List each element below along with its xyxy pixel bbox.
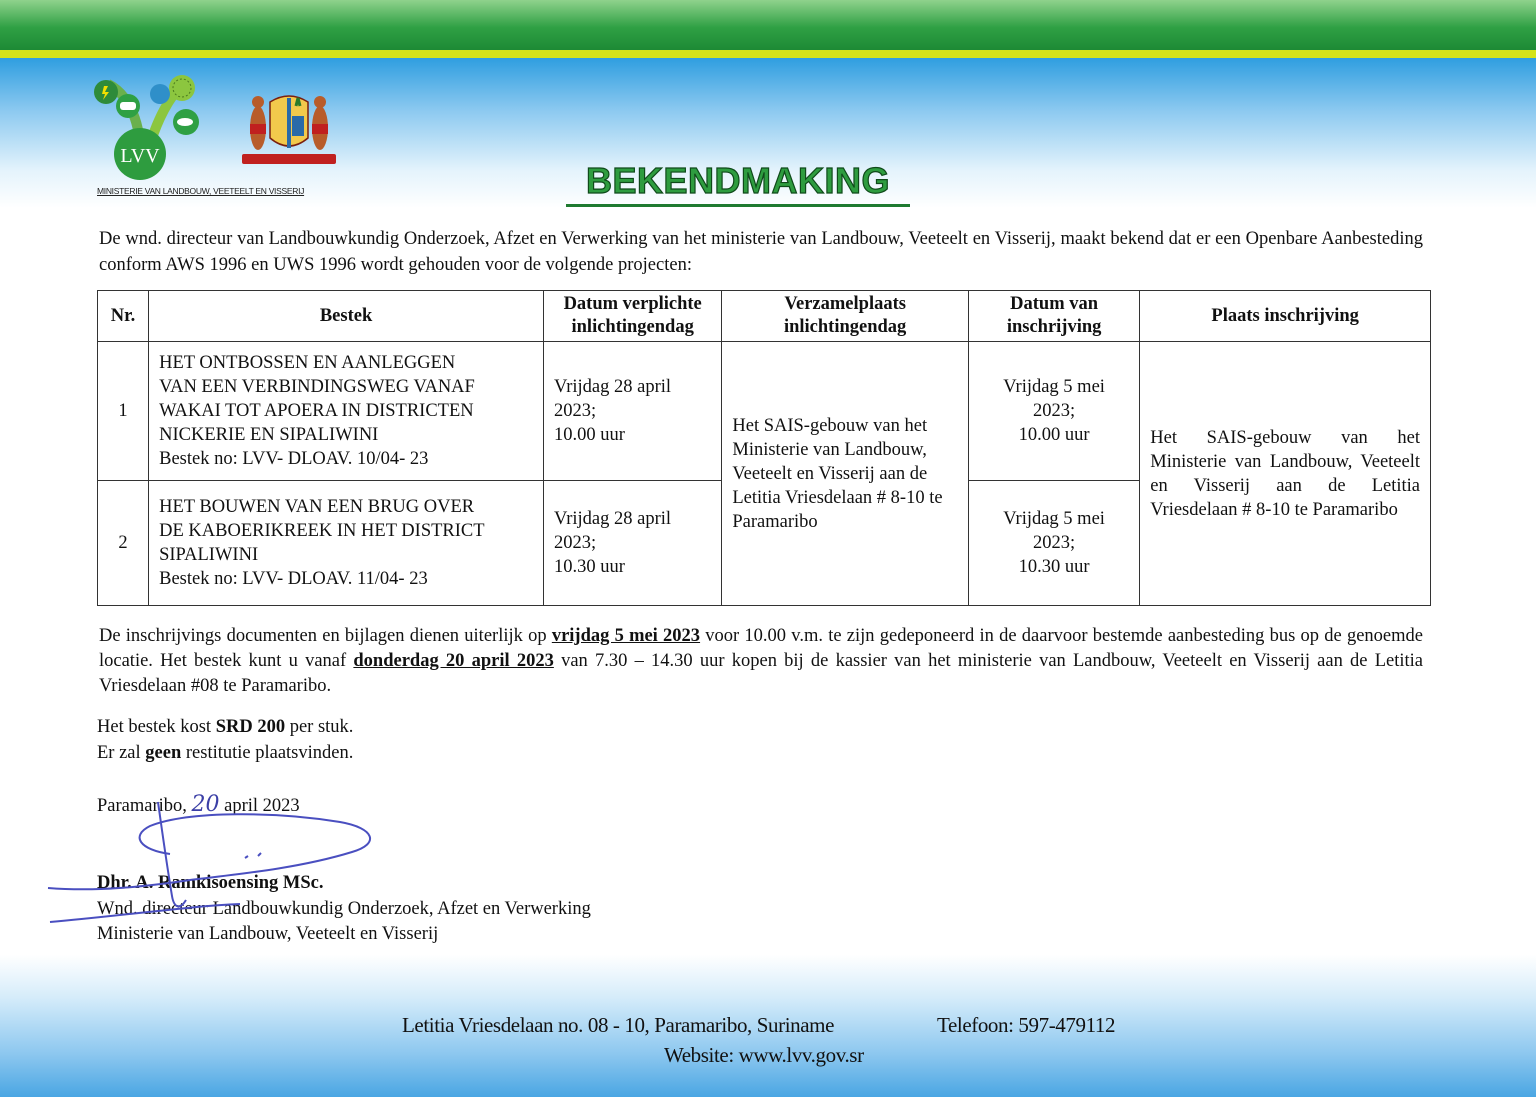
inschrijving-line: Vrijdag 5 mei <box>1003 377 1105 397</box>
paragraph-text: voor 10.00 v.m. te zijn gedeponeerd in de daarvoor bestemde aanbesteding bus op de genoemde locatie. Het bestek kunt u vanaf <box>99 626 1423 671</box>
row-bestek <box>149 342 544 481</box>
date-text: april 2023 <box>219 796 300 816</box>
cost-text: per stuk. <box>285 717 354 737</box>
submission-paragraph <box>99 624 1423 699</box>
row-datum <box>543 342 721 481</box>
restitution-text: restitutie plaatsvinden. <box>181 743 354 763</box>
bestek-number: Bestek no: LVV- DLOAV. 10/04- 23 <box>159 449 429 469</box>
table-row <box>98 342 1431 481</box>
handwritten-day: 20 <box>191 792 220 817</box>
row-inschrijving <box>968 342 1139 481</box>
datum-line: 2023; <box>553 533 597 553</box>
header-banner-stripe <box>0 50 1536 58</box>
header-verzamelplaats: Verzamelplaats inlichtingendag <box>722 291 969 342</box>
signatory-name: Dhr. A. Ramkisoensing MSc. <box>97 873 324 893</box>
bestek-line: HET ONTBOSSEN EN AANLEGGEN <box>159 353 456 373</box>
lvv-logo <box>88 64 218 184</box>
bestek-line: HET BOUWEN VAN EEN BRUG OVER <box>159 497 475 517</box>
header-bestek: Bestek <box>149 291 544 342</box>
signatory-ministry: Ministerie van Landbouw, Veeteelt en Visserij <box>97 924 439 944</box>
inschrijving-line: 2023; <box>1033 533 1076 553</box>
coat-of-arms-icon <box>240 88 338 166</box>
paragraph-text: De inschrijvings documenten en bijlagen dienen uiterlijk op <box>99 626 552 646</box>
bestek-line: DE KABOERIKREEK IN HET DISTRICT <box>159 521 485 541</box>
lvv-logo-text: LVV <box>120 145 160 167</box>
sale-start-date: donderdag 20 april 2023 <box>353 651 554 671</box>
ministry-caption: MINISTERIE VAN LANDBOUW, VEETEELT EN VISSERIJ <box>97 186 305 196</box>
bestek-line: WAKAI TOT APOERA IN DISTRICTEN <box>159 401 474 421</box>
signature-icon <box>40 800 400 930</box>
deadline-date: vrijdag 5 mei 2023 <box>551 626 701 646</box>
footer-phone: Telefoon: 597-479112 <box>937 1013 1116 1037</box>
datum-line: 10.30 uur <box>553 557 625 577</box>
row-bestek <box>149 481 544 606</box>
row-nr: 1 <box>98 342 149 481</box>
cost-amount: SRD 200 <box>215 717 286 737</box>
title-underline <box>566 204 910 207</box>
place-text: Paramaribo, <box>97 796 192 816</box>
footer-address: Letitia Vriesdelaan no. 08 - 10, Paramaribo, Suriname <box>402 1013 835 1037</box>
intro-paragraph: De wnd. directeur van Landbouwkundig Onderzoek, Afzet en Verwerking van het ministerie van Landbouw, Veeteelt en Visserij, maakt bekend dat er een Openbare Aanbesteding conform AWS 1996 en UWS 1996 wordt gehouden voor de volgende projecten: <box>99 229 1423 275</box>
inschrijving-line: Vrijdag 5 mei <box>1003 509 1105 529</box>
page-title: BEKENDMAKING <box>585 160 890 201</box>
paragraph-text: van 7.30 – 14.30 uur kopen bij de kassier van het ministerie van Landbouw, Veeteelt en Visserij aan de Letitia Vriesdelaan #08 te Paramaribo. <box>99 651 1424 696</box>
row-inschrijving <box>968 481 1139 606</box>
inschrijving-line: 2023; <box>1033 401 1076 421</box>
inschrijving-line: 10.30 uur <box>1018 557 1090 577</box>
datum-line: 2023; <box>553 401 597 421</box>
verzamelplaats-cell: Het SAIS-gebouw van het Ministerie van Landbouw, Veeteelt en Visserij aan de Letitia Vriesdelaan # 8-10 te Paramaribo <box>722 342 969 606</box>
footer-website: Website: www.lvv.gov.sr <box>664 1043 864 1067</box>
bestek-line: VAN EEN VERBINDINGSWEG VANAF <box>159 377 475 397</box>
projects-table <box>97 290 1431 606</box>
header-banner-green <box>0 0 1536 50</box>
restitution-text: Er zal <box>97 743 146 763</box>
datum-line: 10.00 uur <box>553 425 625 445</box>
restitution-geen: geen <box>145 743 182 763</box>
header-inschrijving: Datum van inschrijving <box>968 291 1139 342</box>
restitution-line <box>97 741 353 766</box>
header-nr: Nr. <box>98 291 149 342</box>
cost-text: Het bestek kost <box>97 717 216 737</box>
table-header-row <box>98 291 1431 342</box>
inschrijving-line: 10.00 uur <box>1018 425 1090 445</box>
row-datum <box>543 481 721 606</box>
row-nr: 2 <box>98 481 149 606</box>
plaats-cell: Het SAIS-gebouw van het Ministerie van Landbouw, Veeteelt en Visserij aan de Letitia Vriesdelaan # 8-10 te Paramaribo <box>1140 342 1431 606</box>
signatory-function: Wnd. directeur Landbouwkundig Onderzoek, Afzet en Verwerking <box>97 899 591 919</box>
bestek-number: Bestek no: LVV- DLOAV. 11/04- 23 <box>159 569 428 589</box>
datum-line: Vrijdag 28 april <box>553 377 672 397</box>
bestek-line: SIPALIWINI <box>159 545 259 565</box>
bestek-line: NICKERIE EN SIPALIWINI <box>159 425 379 445</box>
header-datum: Datum verplichte inlichtingendag <box>543 291 721 342</box>
datum-line: Vrijdag 28 april <box>553 509 672 529</box>
header-plaats: Plaats inschrijving <box>1140 291 1431 342</box>
cost-line <box>97 715 353 740</box>
